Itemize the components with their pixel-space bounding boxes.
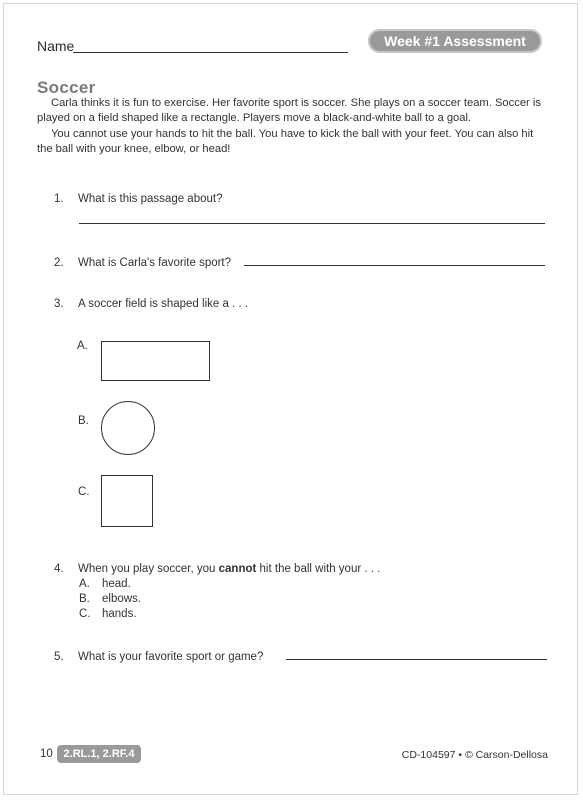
question-text: What is Carla's favorite sport? xyxy=(78,257,232,269)
question-number: 2. xyxy=(54,257,64,269)
question-text: What is your favorite sport or game? xyxy=(78,651,264,663)
question-number: 5. xyxy=(54,651,64,663)
page-number: 10 xyxy=(40,748,53,760)
passage-paragraph-1: Carla thinks it is fun to exercise. Her favorite sport is soccer. She plays on a soccer team. Soccer is played on a field shaped like a rectangle. Players move a black-and-white ball to a goal. xyxy=(37,97,541,125)
option-a-label: A. xyxy=(77,340,88,352)
rectangle-shape[interactable] xyxy=(101,341,210,381)
question-text: What is this passage about? xyxy=(78,193,223,205)
passage-title: Soccer xyxy=(37,78,96,97)
emphasis-cannot: cannot xyxy=(218,563,257,575)
standards-badge: 2.RL.1, 2.RF.4 xyxy=(57,745,141,763)
question-number: 1. xyxy=(54,193,64,205)
passage-body xyxy=(37,96,542,158)
square-shape[interactable] xyxy=(101,475,153,527)
question-number: 3. xyxy=(54,298,64,310)
publisher-credit: CD-104597 • © Carson-Dellosa xyxy=(401,749,548,761)
name-input-line[interactable] xyxy=(73,52,348,53)
answer-line-2[interactable] xyxy=(244,265,545,266)
passage-paragraph-2: You cannot use your hands to hit the ball. You have to kick the ball with your feet. You can also hit the ball with your knee, elbow, or head! xyxy=(37,127,534,156)
answer-line-5[interactable] xyxy=(286,659,547,660)
answer-line-1[interactable] xyxy=(79,223,545,224)
question-text: A soccer field is shaped like a . . . xyxy=(78,298,249,310)
question-text: When you play soccer, you cannot hit the ball with your . . . xyxy=(78,563,381,575)
circle-shape[interactable] xyxy=(101,401,155,455)
name-label: Name xyxy=(37,38,75,54)
week-badge: Week #1 Assessment xyxy=(368,29,542,53)
question-number: 4. xyxy=(54,563,64,575)
option-c-label: C. xyxy=(78,486,90,498)
option-b-label: B. xyxy=(78,415,89,427)
